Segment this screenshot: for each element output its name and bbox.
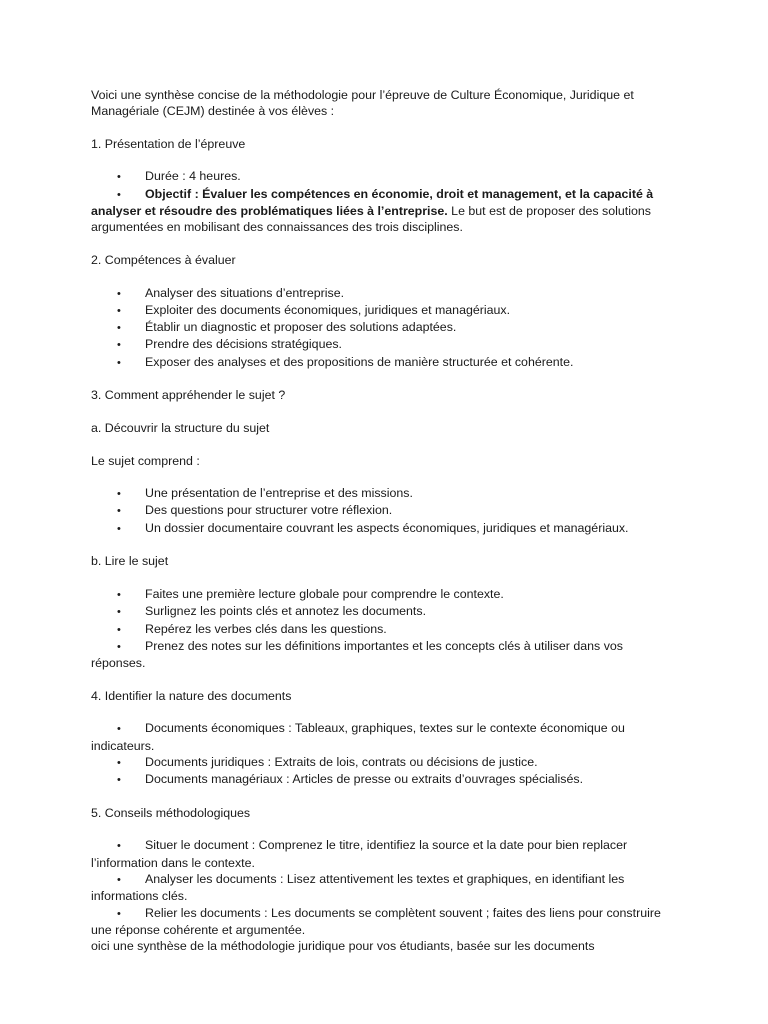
list-item: • Exploiter des documents économiques, juridiques et managériaux. [91,302,671,319]
bullet-icon: • [117,606,121,619]
bullet-icon: • [117,756,121,769]
bullet-icon: • [117,723,121,736]
list-item: • Analyser les documents : Lisez attentivement les textes et graphiques, en identifiant les informations clés. [91,871,625,904]
bullet-icon: • [117,171,121,184]
bullet-icon: • [117,356,121,369]
list-item: • Repérez les verbes clés dans les questions. [91,621,671,638]
bullet-icon: • [117,505,121,518]
bullet-icon: • [117,774,121,787]
bullet-icon: • [117,623,121,636]
section-2-title: 2. Compétences à évaluer [91,252,236,267]
list-item: • Prenez des notes sur les définitions importantes et les concepts clés à utiliser dans vos réponses. [91,638,623,671]
bullet-icon: • [117,339,121,352]
list-item: • Surlignez les points clés et annotez les documents. [91,603,671,620]
bullet-icon: • [117,287,121,300]
list-item: • Analyser des situations d’entreprise. [91,285,671,302]
objective-text: Le but est de proposer des solutions argumentées en mobilisant des connaissances des trois disciplines. [91,204,651,235]
bullet-icon: • [117,304,121,317]
section-5-title: 5. Conseils méthodologiques [91,805,251,820]
bullet-icon: • [117,907,121,920]
list-item: • Établir un diagnostic et proposer des solutions adaptées. [91,319,671,336]
bullet-icon: • [117,588,121,601]
subsection-b-title: b. Lire le sujet [91,554,169,569]
list-item: • Relier les documents : Les documents se complètent souvent ; faites des liens pour construire une réponse cohérente et argumentée. [91,905,661,937]
section-3-title: 3. Comment appréhender le sujet ? [91,388,286,403]
section-4-title: 4. Identifier la nature des documents [91,688,292,703]
list-item: • Situer le document : Comprenez le titre, identifiez la source et la date pour bien replacer l’information dans le contexte. [91,838,628,870]
list-item: • Durée : 4 heures. [91,168,671,185]
bullet-icon: • [117,488,121,501]
subject-lead: Le sujet comprend : [91,453,200,468]
list-item: • Un dossier documentaire couvrant les aspects économiques, juridiques et managériaux. [91,520,671,537]
trailing-paragraph: oici une synthèse de la méthodologie juridique pour vos étudiants, basée sur les documents [91,939,595,954]
document-page [91,87,671,954]
list-item: • Documents juridiques : Extraits de lois, contrats ou décisions de justice. [91,754,671,771]
intro-paragraph: Voici une synthèse concise de la méthodologie pour l’épreuve de Culture Économique, Juridique et Managériale (CEJM) destinée à vos élèves : [91,88,634,119]
list-item: • Exposer des analyses et des propositions de manière structurée et cohérente. [91,354,671,371]
bullet-icon: • [117,322,121,335]
bullet-icon: • [117,522,121,535]
bullet-icon: • [117,188,121,201]
list-item: • Documents économiques : Tableaux, graphiques, textes sur le contexte économique ou indicateurs. [91,721,625,753]
list-item: • Une présentation de l’entreprise et des missions. [91,485,671,502]
bullet-icon: • [117,840,121,853]
subsection-a-title: a. Découvrir la structure du sujet [91,420,270,435]
list-item: • Des questions pour structurer votre réflexion. [91,502,671,519]
list-item: • Faites une première lecture globale pour comprendre le contexte. [91,586,671,603]
bullet-icon: • [117,873,121,886]
objective-bold-text: Objectif : Évaluer les compétences en économie, droit et management, et la capacité à analyser et résoudre des problématiques liées à l’entreprise. [91,186,654,219]
list-item: • Prendre des décisions stratégiques. [91,336,671,353]
section-1-title: 1. Présentation de l’épreuve [91,136,246,151]
bullet-icon: • [117,640,121,653]
list-item: • Documents managériaux : Articles de presse ou extraits d’ouvrages spécialisés. [91,771,671,788]
list-item [91,186,671,236]
